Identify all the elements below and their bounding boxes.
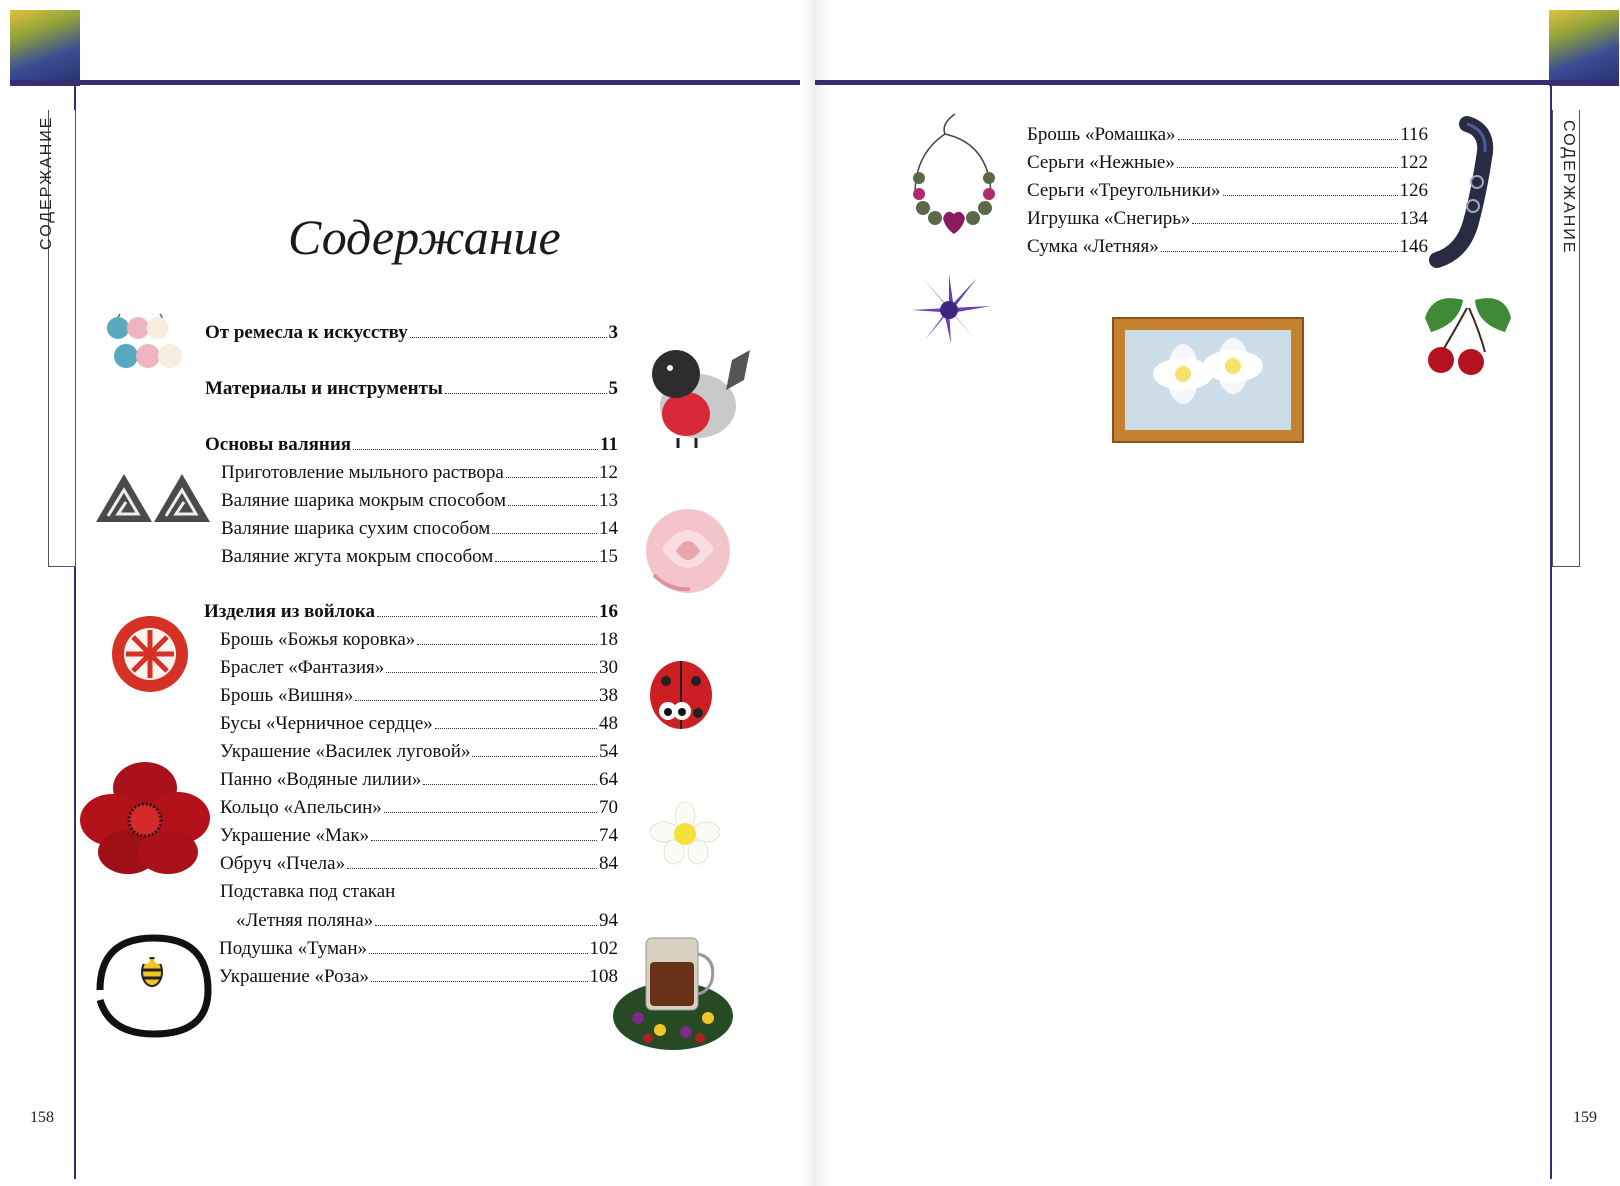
toc-entry[interactable]: Обруч «Пчела» 84 [220, 853, 618, 874]
ladybug-brooch-image [648, 655, 714, 731]
toc-entry[interactable]: Украшение «Василек луговой» 54 [220, 741, 618, 762]
corner-felt-image [1549, 10, 1619, 86]
page-number: 159 [1573, 1109, 1597, 1126]
right-page [815, 0, 1620, 1186]
toc-entry[interactable]: Украшение «Мак» 74 [220, 825, 618, 846]
section-tab-label: СОДЕРЖАНИЕ [38, 115, 55, 250]
corner-felt-image [10, 10, 80, 86]
toc-entry[interactable]: Сумка «Летняя» 146 [1027, 236, 1428, 257]
toc-entry[interactable]: Брошь «Божья коровка» 18 [220, 629, 618, 650]
toc-entry[interactable]: Украшение «Роза» 108 [219, 966, 618, 987]
bracelet-fantasy-image [1427, 122, 1505, 268]
page-title: Содержание [288, 209, 561, 265]
triangle-earrings-image [92, 462, 212, 528]
toc-entry[interactable]: Игрушка «Снегирь» 134 [1027, 208, 1428, 229]
toc-entry[interactable]: Брошь «Ромашка» 116 [1027, 124, 1428, 145]
chamomile-image [650, 800, 720, 864]
toc-entry[interactable]: Серьги «Треугольники» 126 [1027, 180, 1428, 201]
toc-entry[interactable]: Изделия из войлока 16 [204, 601, 618, 622]
beads-necklace-image [905, 110, 1001, 240]
toc-entry[interactable]: Кольцо «Апельсин» 70 [220, 797, 618, 818]
bee-headband-image [92, 930, 216, 1040]
orange-ring-image [110, 614, 190, 694]
cherry-brooch-image [1419, 290, 1519, 380]
toc-entry-line1[interactable]: Подставка под стакан [220, 881, 396, 902]
bullfinch-toy-image [642, 340, 752, 452]
toc-entry[interactable]: От ремесла к искусству 3 [205, 322, 618, 343]
water-lilies-panel-image [1113, 318, 1303, 442]
toc-entry[interactable]: Панно «Водяные лилии» 64 [220, 769, 618, 790]
toc-entry[interactable]: Подушка «Туман» 102 [219, 938, 618, 959]
toc-entry[interactable]: Валяние шарика мокрым способом 13 [221, 490, 618, 511]
top-rule [815, 80, 1619, 85]
cornflower-image [905, 272, 995, 346]
toc-entry[interactable]: Материалы и инструменты 5 [205, 378, 618, 399]
toc-entry[interactable]: Серьги «Нежные» 122 [1027, 152, 1428, 173]
toc-entry[interactable]: Браслет «Фантазия» 30 [220, 657, 618, 678]
top-rule [10, 80, 810, 85]
toc-entry[interactable]: «Летняя поляна» 94 [236, 910, 618, 931]
page-number: 158 [30, 1109, 54, 1126]
toc-entry[interactable]: Валяние жгута мокрым способом 15 [221, 546, 618, 567]
toc-entry[interactable]: Приготовление мыльного раствора 12 [221, 462, 618, 483]
toc-entry[interactable]: Валяние шарика сухим способом 14 [221, 518, 618, 539]
coaster-with-glass-image [608, 926, 738, 1056]
toc-entry[interactable]: Основы валяния 11 [205, 434, 618, 455]
section-tab-label: СОДЕРЖАНИЕ [1560, 120, 1577, 255]
toc-entry[interactable]: Брошь «Вишня» 38 [220, 685, 618, 706]
earrings-balls-image [90, 308, 190, 380]
felt-rose-image [640, 505, 736, 595]
toc-entry[interactable]: Бусы «Черничное сердце» 48 [220, 713, 618, 734]
poppy-image [80, 758, 210, 876]
